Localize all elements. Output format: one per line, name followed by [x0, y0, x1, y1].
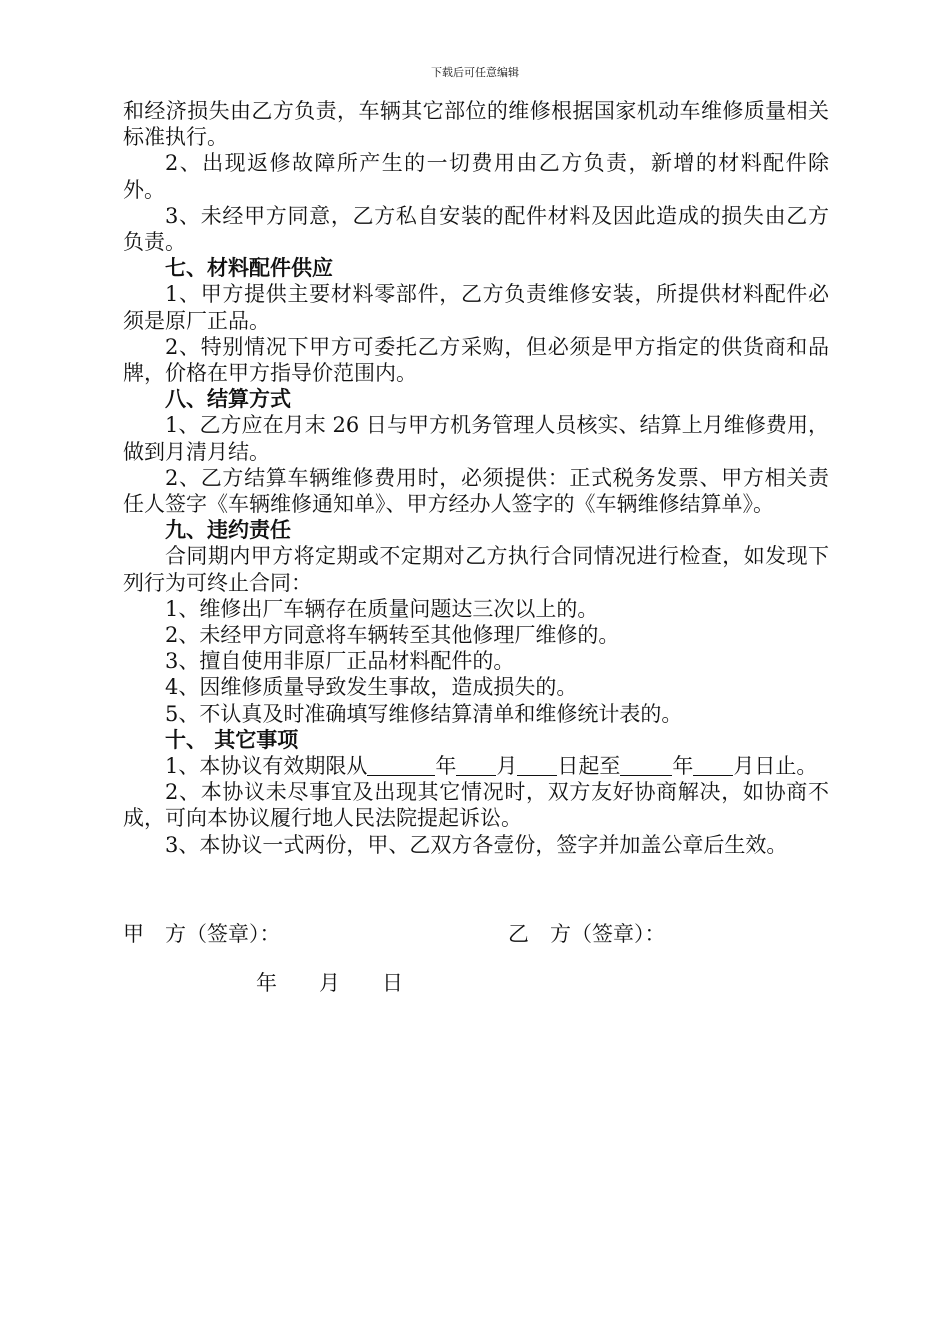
clause-paragraph: 3、本协议一式两份，甲、乙双方各壹份，签字并加盖公章后生效。 [165, 832, 788, 857]
section-heading: 七、材料配件供应 [165, 255, 333, 281]
blank-month-end[interactable] [693, 755, 733, 776]
clause-paragraph: 3、未经甲方同意，乙方私自安装的配件材料及因此造成的损失由乙方负责。 [123, 203, 829, 255]
clause-paragraph: 3、擅自使用非原厂正品材料配件的。 [165, 649, 515, 674]
clause-paragraph: 5、不认真及时准确填写维修结算清单和维修统计表的。 [165, 701, 683, 726]
clause-paragraph: 和经济损失由乙方负责，车辆其它部位的维修根据国家机动车维修质量相关标准执行。 [123, 99, 829, 150]
blank-year-end[interactable] [620, 755, 672, 776]
closing-clauses [123, 779, 829, 858]
clause-paragraph: 2、本协议未尽事宜及出现其它情况时，双方友好协商解决，如协商不成，可向本协议履行地人民法院提起诉讼。 [123, 780, 829, 831]
party-a-signature: 甲 方（签章）： [123, 922, 281, 946]
blank-month-start[interactable] [456, 755, 496, 776]
section-heading: 八、结算方式 [165, 386, 291, 412]
signature-date: 年 月 日 [256, 971, 403, 995]
clause-paragraph: 2、特别情况下甲方可委托乙方采购，但必须是甲方指定的供货商和品牌，价格在甲方指导价范围内。 [123, 334, 829, 386]
blank-day-start[interactable] [517, 755, 557, 776]
clause-paragraph: 2、乙方结算车辆维修费用时，必须提供：正式税务发票、甲方相关责任人签字《车辆维修通知单》、甲方经办人签字的《车辆维修结算单》。 [123, 465, 829, 517]
clause-paragraph: 2、出现返修故障所产生的一切费用由乙方负责，新增的材料配件除外。 [123, 151, 829, 202]
party-b-signature: 乙 方（签章）： [508, 922, 666, 946]
clause-paragraph: 1、甲方提供主要材料零部件，乙方负责维修安装，所提供材料配件必须是原厂正品。 [123, 282, 829, 333]
clause-paragraph: 2、未经甲方同意将车辆转至其他修理厂维修的。 [165, 623, 620, 648]
clause-paragraph: 1、维修出厂车辆存在质量问题达三次以上的。 [165, 596, 599, 621]
clauses [123, 98, 829, 753]
section-heading: 十、 其它事项 [165, 726, 299, 752]
page-header: 下载后可任意编辑 [431, 66, 519, 79]
clause-paragraph: 1、乙方应在月末 26 日与甲方机务管理人员核实、结算上月维修费用，做到月清月结。 [123, 413, 829, 464]
blank-year-start[interactable] [367, 755, 435, 776]
clause-paragraph: 合同期内甲方将定期或不定期对乙方执行合同情况进行检查，如发现下列行为可终止合同： [123, 544, 829, 595]
clause-paragraph: 4、因维修质量导致发生事故，造成损失的。 [165, 675, 578, 700]
validity-clause: 1、本协议有效期限从 年 月 日起至 年 月日止。 [165, 754, 818, 779]
contract-body [123, 98, 829, 858]
section-heading: 九、违约责任 [165, 517, 291, 543]
